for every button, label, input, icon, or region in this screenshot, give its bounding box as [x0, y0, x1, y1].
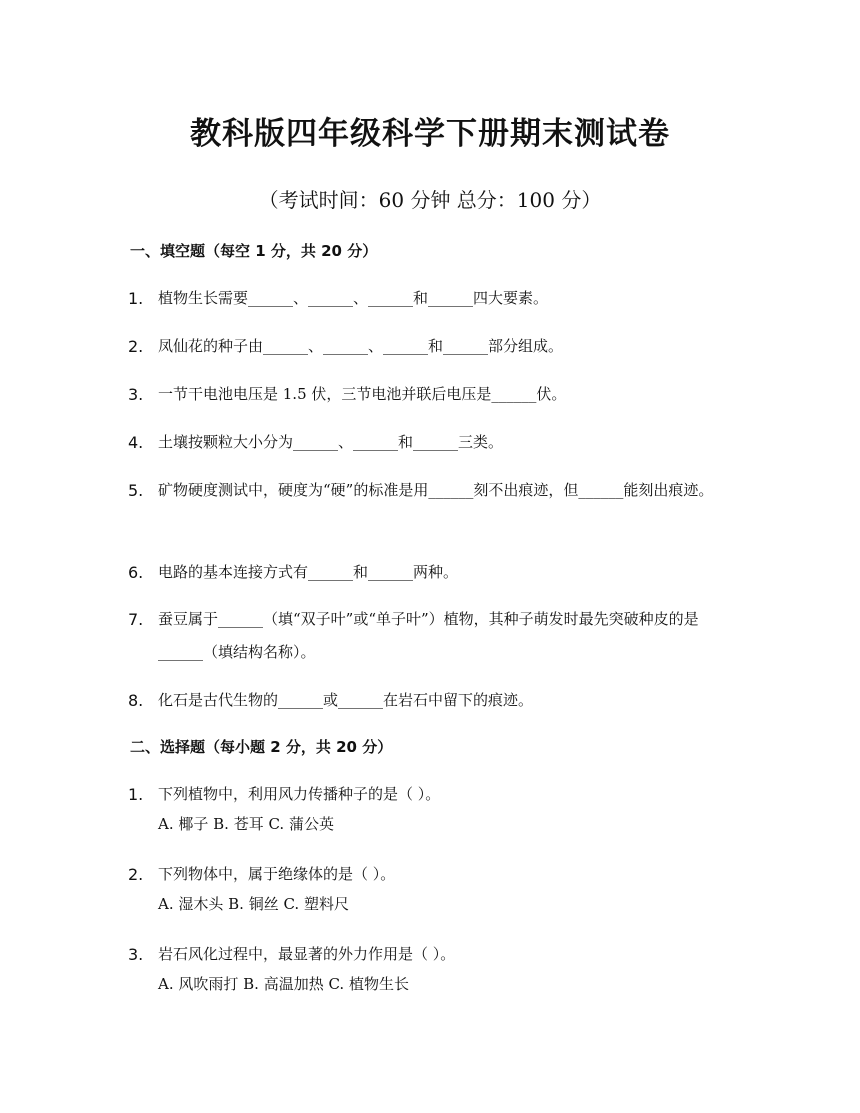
question-item — [128, 426, 738, 459]
page-title: 教科版四年级科学下册期末测试卷 — [190, 116, 670, 152]
question-number: 8. — [128, 691, 144, 710]
question-number: 2. — [128, 337, 144, 356]
question-text: 凤仙花的种子由______、______、______和______部分组成。 — [158, 337, 564, 355]
question-number: 7. — [128, 610, 144, 629]
question-text: 电路的基本连接方式有______和______两种。 — [158, 563, 459, 581]
answer-options: A. 风吹雨打 B. 高温加热 C. 植物生长 — [158, 975, 409, 993]
question-number: 6. — [128, 563, 144, 582]
answer-options: A. 椰子 B. 苍耳 C. 蒲公英 — [158, 815, 334, 833]
question-text: 土壤按颗粒大小分为______、______和______三类。 — [158, 433, 504, 451]
section-heading-fill-in: 一、填空题（每空 1 分，共 20 分） — [130, 242, 378, 260]
question-item — [128, 603, 738, 669]
question-text: 植物生长需要______、______、______和______四大要素。 — [158, 289, 549, 307]
question-item — [128, 858, 738, 917]
question-text: 矿物硬度测试中，硬度为“硬”的标准是用______刻不出痕迹，但______能刻出痕迹。 — [158, 481, 714, 499]
question-number: 3. — [128, 945, 144, 964]
answer-options: A. 湿木头 B. 铜丝 C. 塑料尺 — [158, 895, 349, 913]
question-number: 1. — [128, 785, 144, 804]
question-text: 下列植物中，利用风力传播种子的是（ ）。 — [158, 785, 441, 803]
question-text: 化石是古代生物的______或______在岩石中留下的痕迹。 — [158, 691, 534, 709]
question-item — [128, 684, 738, 717]
question-item — [128, 938, 738, 997]
question-number: 2. — [128, 865, 144, 884]
question-text: 一节干电池电压是 1.5 伏，三节电池并联后电压是______伏。 — [158, 385, 567, 403]
question-text: 蚕豆属于______（填“双子叶”或“单子叶”）植物，其种子萌发时最先突破种皮的是______（填结构名称）。 — [158, 610, 699, 661]
question-number: 1. — [128, 289, 144, 308]
question-item — [128, 556, 738, 589]
section-heading-multiple-choice: 二、选择题（每小题 2 分，共 20 分） — [130, 738, 393, 756]
question-item — [128, 330, 738, 363]
question-number: 4. — [128, 433, 144, 452]
question-item — [128, 282, 738, 315]
question-text: 岩石风化过程中，最显著的外力作用是（ ）。 — [158, 945, 456, 963]
question-number: 3. — [128, 385, 144, 404]
question-item — [128, 474, 738, 507]
exam-info: （考试时间：60 分钟 总分：100 分） — [258, 188, 602, 212]
question-item — [128, 778, 738, 837]
question-number: 5. — [128, 481, 144, 500]
question-item — [128, 378, 738, 411]
question-text: 下列物体中，属于绝缘体的是（ ）。 — [158, 865, 396, 883]
